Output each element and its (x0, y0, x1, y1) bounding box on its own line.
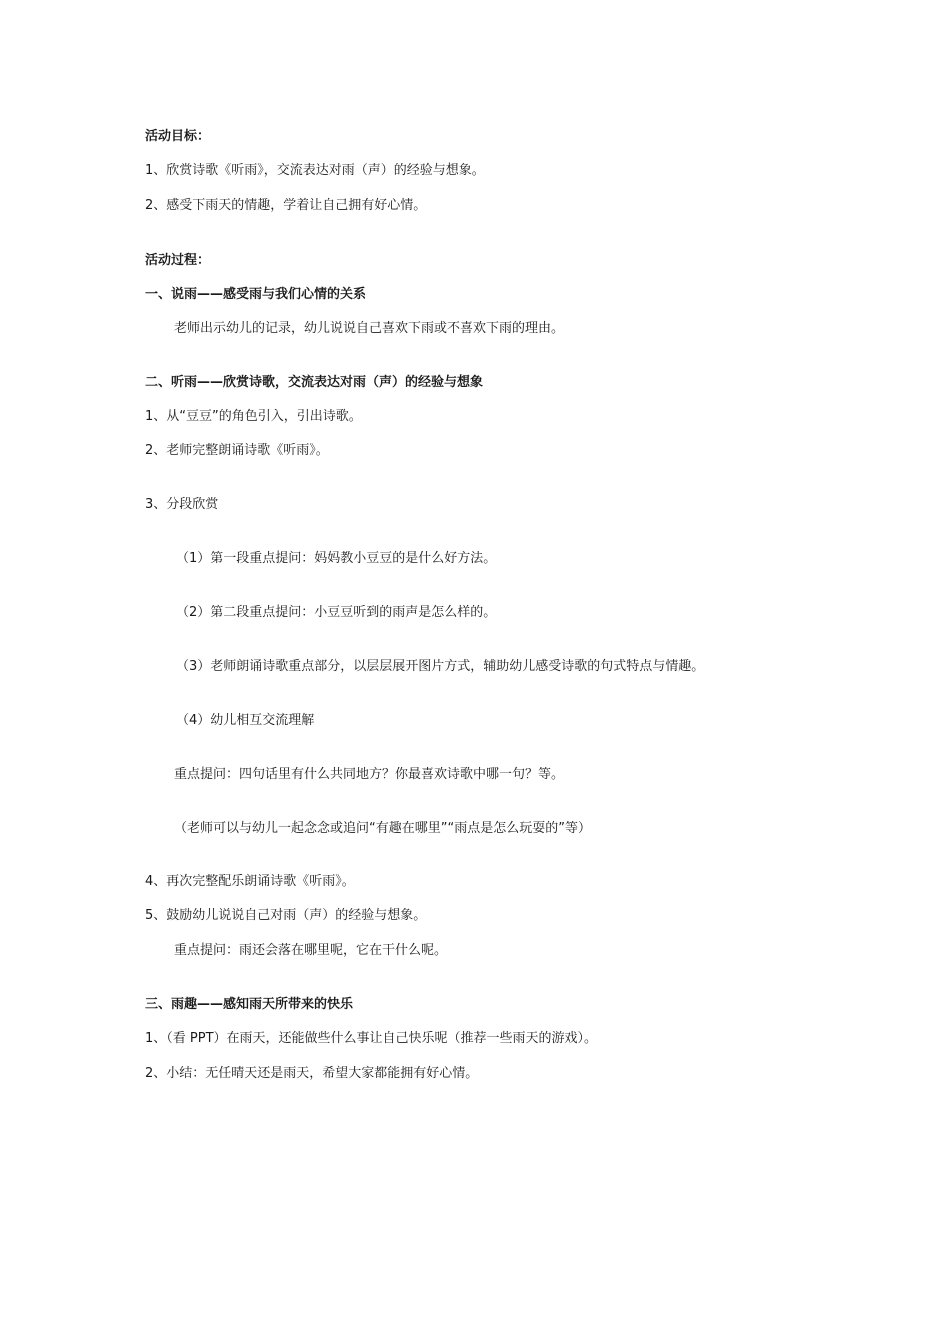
section2-item: 1、从“豆豆”的角色引入，引出诗歌。 (145, 409, 362, 424)
teacher-note: （老师可以与幼儿一起念念或追问“有趣在哪里”“雨点是怎么玩耍的”等） (174, 821, 591, 836)
section2-item: 4、再次完整配乐朗诵诗歌《听雨》。 (145, 874, 355, 889)
goal-item: 1、欣赏诗歌《听雨》，交流表达对雨（声）的经验与想象。 (145, 163, 485, 178)
section2-item: 3、分段欣赏 (145, 497, 219, 512)
key-question: 重点提问：雨还会落在哪里呢，它在干什么呢。 (174, 943, 448, 958)
section1-heading: 一、说雨——感受雨与我们心情的关系 (145, 287, 367, 302)
section2-subitem: （1）第一段重点提问：妈妈教小豆豆的是什么好方法。 (176, 551, 497, 566)
section2-heading: 二、听雨——欣赏诗歌，交流表达对雨（声）的经验与想象 (145, 375, 484, 390)
process-heading: 活动过程： (145, 253, 211, 268)
key-question: 重点提问：四句话里有什么共同地方？你最喜欢诗歌中哪一句？等。 (174, 767, 565, 782)
section3-heading: 三、雨趣——感知雨天所带来的快乐 (145, 997, 354, 1012)
section2-subitem: （2）第二段重点提问：小豆豆听到的雨声是怎么样的。 (176, 605, 497, 620)
section3-item: 2、小结：无任晴天还是雨天，希望大家都能拥有好心情。 (145, 1066, 479, 1081)
section2-subitem: （4）幼儿相互交流理解 (176, 713, 315, 728)
section1-text: 老师出示幼儿的记录，幼儿说说自己喜欢下雨或不喜欢下雨的理由。 (174, 321, 565, 336)
goal-item: 2、感受下雨天的情趣，学着让自己拥有好心情。 (145, 198, 427, 213)
goals-heading: 活动目标： (145, 129, 211, 144)
section2-item: 2、老师完整朗诵诗歌《听雨》。 (145, 443, 329, 458)
section2-item: 5、鼓励幼儿说说自己对雨（声）的经验与想象。 (145, 908, 427, 923)
section3-item: 1、（看 PPT）在雨天，还能做些什么事让自己快乐呢（推荐一些雨天的游戏）。 (145, 1031, 598, 1046)
section2-subitem: （3）老师朗诵诗歌重点部分，以层层展开图片方式，辅助幼儿感受诗歌的句式特点与情趣。 (176, 659, 705, 674)
